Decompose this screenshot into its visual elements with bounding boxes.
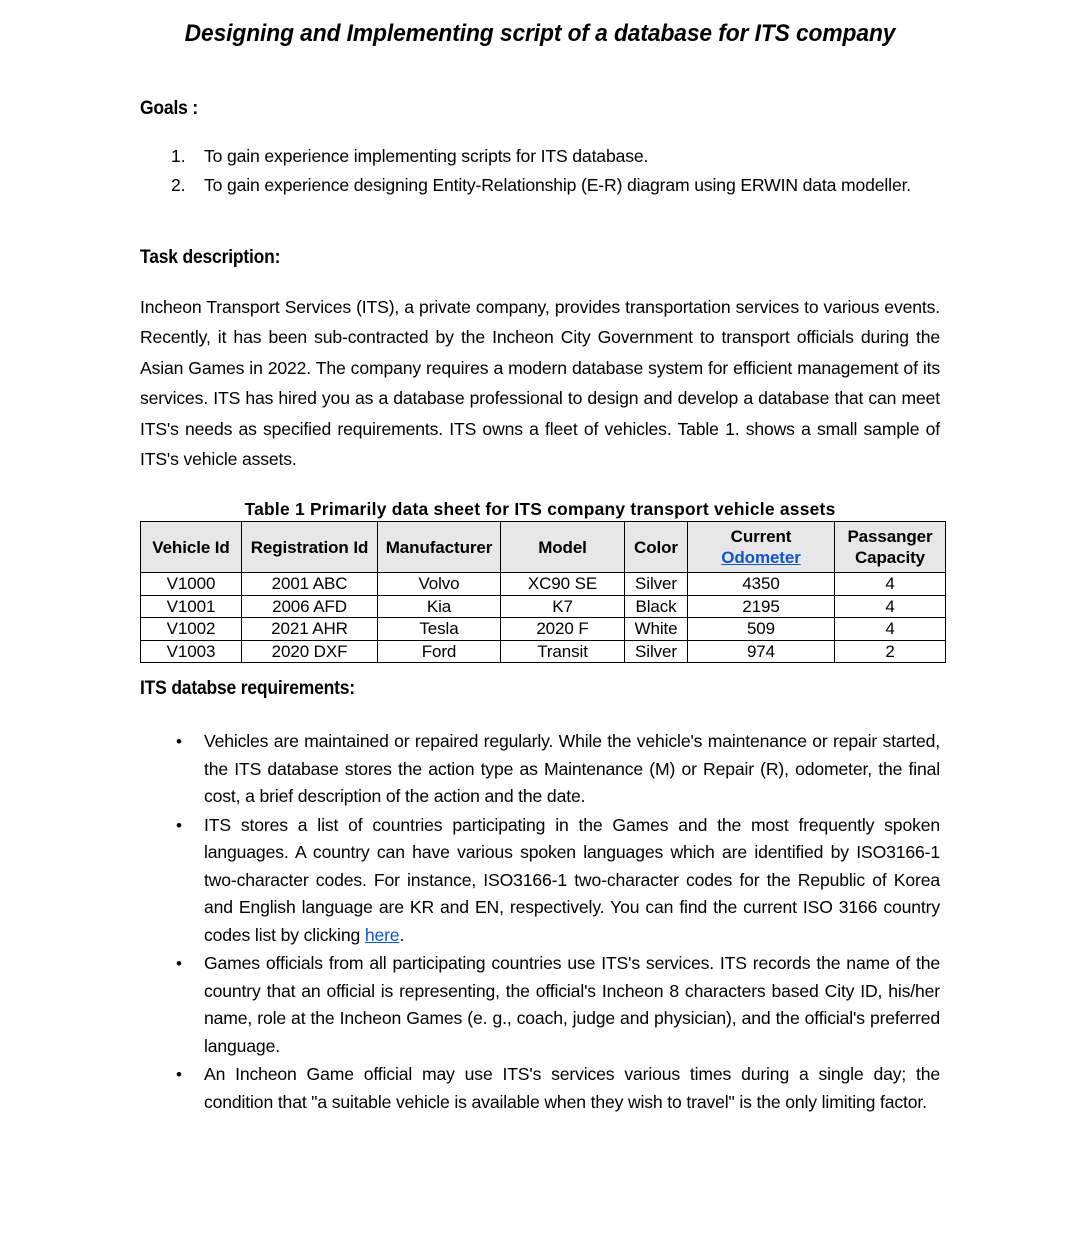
cell-vehicle-id: V1000 (141, 573, 242, 596)
cell-manufacturer: Tesla (378, 618, 501, 641)
goals-heading: Goals : (140, 98, 198, 119)
cell-manufacturer: Volvo (378, 573, 501, 596)
column-header-registration-id: Registration Id (242, 522, 378, 573)
cell-color: Black (625, 595, 688, 618)
odometer-header-line1: Current (730, 527, 792, 546)
column-header-current-odometer (688, 522, 835, 573)
cell-capacity: 4 (835, 618, 946, 641)
goals-list (140, 143, 940, 200)
cell-registration-id: 2021 AHR (242, 618, 378, 641)
list-item (140, 1061, 940, 1116)
cell-capacity: 4 (835, 573, 946, 596)
odometer-link[interactable]: Odometer (721, 548, 801, 567)
list-item (140, 950, 940, 1060)
list-item-text: Vehicles are maintained or repaired regularly. While the vehicle's maintenance or repair started, the ITS database stores the action type as Maintenance (M) or Repair (R), odometer, the final cost, a brief description of the action and the date. (204, 731, 940, 806)
cell-registration-id: 2020 DXF (242, 640, 378, 663)
cell-odometer: 974 (688, 640, 835, 663)
cell-model: XC90 SE (501, 573, 625, 596)
cell-model: K7 (501, 595, 625, 618)
list-item-text: To gain experience designing Entity-Relationship (E-R) diagram using ERWIN data modeller. (204, 174, 912, 195)
cell-vehicle-id: V1003 (141, 640, 242, 663)
requirements-heading: ITS databse requirements: (140, 678, 355, 699)
table-header (141, 522, 946, 573)
cell-manufacturer: Ford (378, 640, 501, 663)
table-row (141, 595, 946, 618)
capacity-header-line2: Capacity (854, 548, 926, 567)
list-item-text-after-link: . (399, 924, 405, 945)
list-item (140, 172, 940, 200)
column-header-passenger-capacity (835, 522, 946, 573)
list-item (140, 728, 940, 811)
task-description-heading: Task description: (140, 247, 281, 268)
table-row (141, 618, 946, 641)
bullet-icon: • (176, 815, 182, 835)
list-item-text-before-link: ITS stores a list of countries participating in the Games and the most frequently spoken languages. A country can have various spoken languages which are identified by ISO3166-1 two-character codes. For instance, ISO3166-1 two-character codes for the Republic of Korea and English language are KR and EN, respectively. You can find the current ISO 3166 country codes list by clicking (204, 814, 940, 945)
column-header-vehicle-id: Vehicle Id (141, 522, 242, 573)
list-marker: 1. (171, 146, 186, 166)
column-header-model: Model (501, 522, 625, 573)
list-item-text: Games officials from all participating countries use ITS's services. ITS records the name of the country that an official is representing, the official's Incheon 8 characters based City ID, his/her name, role at the Incheon Games (e. g., coach, judge and physician), and the official's preferred language. (204, 953, 940, 1056)
cell-odometer: 4350 (688, 573, 835, 596)
column-header-manufacturer: Manufacturer (378, 522, 501, 573)
cell-capacity: 4 (835, 595, 946, 618)
page-title: Designing and Implementing script of a database for ITS company (184, 20, 896, 47)
capacity-header-line1: Passanger (847, 527, 933, 546)
bullet-icon: • (176, 732, 182, 751)
column-header-color: Color (625, 522, 688, 573)
cell-vehicle-id: V1002 (141, 618, 242, 641)
cell-odometer: 2195 (688, 595, 835, 618)
cell-color: Silver (625, 573, 688, 596)
list-marker: 2. (171, 174, 186, 195)
cell-manufacturer: Kia (378, 595, 501, 618)
cell-odometer: 509 (688, 618, 835, 641)
table-header-row (141, 522, 946, 573)
bullet-icon: • (176, 1065, 182, 1084)
list-item (140, 812, 940, 950)
table-caption: Table 1 Primarily data sheet for ITS company transport vehicle assets (244, 499, 836, 519)
iso-codes-link[interactable]: here (364, 924, 400, 945)
cell-color: White (625, 618, 688, 641)
cell-color: Silver (625, 640, 688, 663)
cell-registration-id: 2001 ABC (242, 573, 378, 596)
cell-vehicle-id: V1001 (141, 595, 242, 618)
vehicle-assets-table (140, 521, 946, 663)
list-item-text: To gain experience implementing scripts for ITS database. (204, 146, 649, 166)
list-item (140, 143, 940, 171)
task-description-paragraph: Incheon Transport Services (ITS), a private company, provides transportation services to various events. Recently, it has been sub-contracted by the Incheon City Government to transport officials during the Asian Games in 2022. The company requires a modern database system for efficient management of its services. ITS has hired you as a database professional to design and develop a database that can meet ITS's needs as specified requirements. ITS owns a fleet of vehicles. Table 1. shows a small sample of ITS's vehicle assets. (140, 297, 940, 470)
table-row (141, 640, 946, 663)
table-body (141, 573, 946, 663)
requirements-list (140, 728, 940, 1117)
cell-registration-id: 2006 AFD (242, 595, 378, 618)
cell-capacity: 2 (835, 640, 946, 663)
list-item-text: An Incheon Game official may use ITS's services various times during a single day; the condition that "a suitable vehicle is available when they wish to travel" is the only limiting factor. (204, 1064, 940, 1112)
table-row (141, 573, 946, 596)
cell-model: 2020 F (501, 618, 625, 641)
bullet-icon: • (176, 954, 182, 973)
cell-model: Transit (501, 640, 625, 663)
